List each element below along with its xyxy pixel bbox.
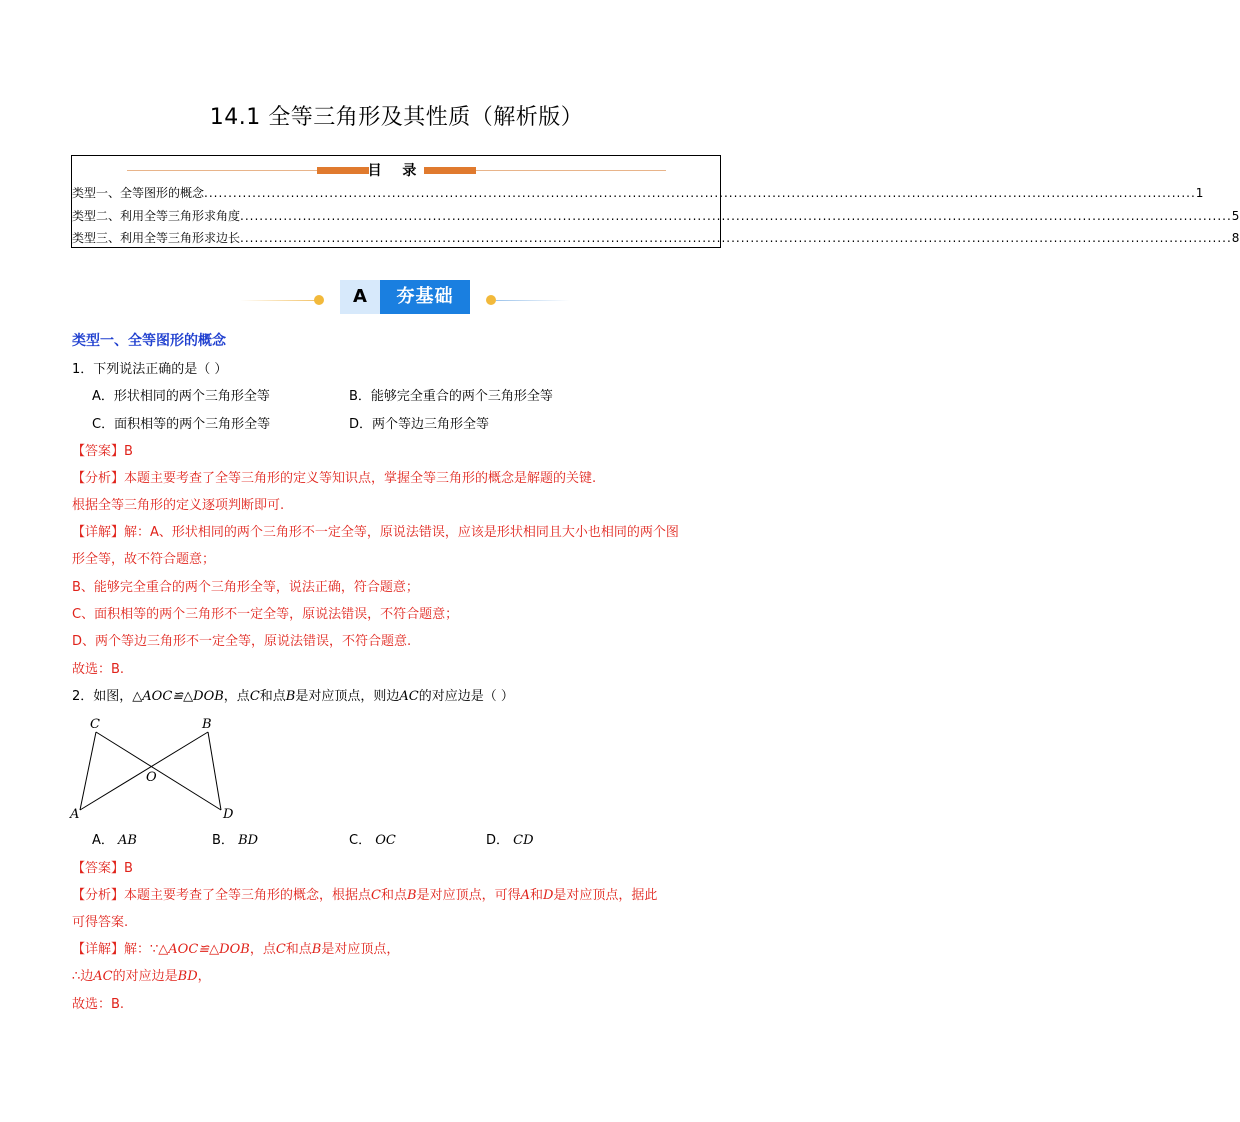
segment-cd — [96, 732, 221, 810]
q1-detail-4: C、面积相等的两个三角形不一定全等，原说法错误，不符合题意； — [72, 607, 459, 622]
q1-detail-3: B、能够完全重合的两个三角形全等，说法正确，符合题意； — [72, 580, 419, 595]
toc-entry[interactable] — [72, 184, 1204, 202]
table-of-contents — [71, 155, 1240, 248]
label-d: D — [223, 807, 234, 822]
segment-ca — [80, 732, 96, 810]
q1-option-b: B．能够完全重合的两个三角形全等 — [349, 389, 553, 404]
toc-entry[interactable] — [72, 229, 1240, 247]
toc-entry-page: 1 — [1195, 186, 1204, 200]
badge-line-left — [240, 300, 315, 301]
q1-option-c: C．面积相等的两个三角形全等 — [92, 417, 271, 432]
badge-pill — [340, 280, 470, 314]
toc-heading: 目 录 — [367, 163, 425, 179]
badge-line-right — [496, 300, 570, 301]
answer-tag: 【答案】 — [72, 444, 125, 459]
badge-dot-right — [486, 295, 496, 305]
q1-detail-5: D、两个等边三角形不一定全等，原说法错误，不符合题意. — [72, 634, 412, 649]
page-title: 14.1 全等三角形及其性质（解析版） — [209, 105, 584, 130]
toc-header — [72, 158, 720, 180]
q1-option-d: D．两个等边三角形全等 — [349, 417, 490, 432]
q2-analysis: 【分析】本题主要考查了全等三角形的概念，根据点C和点B是对应顶点，可得A和D是对应顶点，据此 — [72, 888, 658, 903]
segment-bd — [208, 732, 221, 810]
label-c: C — [90, 717, 100, 732]
q2-stem: 2．如图，△AOC≌△DOB，点C和点B是对应顶点，则边AC的对应边是（ ） — [72, 689, 514, 704]
detail-text: 解：A、形状相同的两个三角形不一定全等，原说法错误，应该是形状相同且大小也相同的两个图 — [124, 525, 679, 540]
answer-value: B — [124, 444, 133, 459]
analysis-tag: 【分析】 — [72, 471, 125, 486]
q2-analysis-2: 可得答案. — [72, 915, 129, 930]
badge-dot-left — [314, 295, 324, 305]
q1-option-a: A．形状相同的两个三角形全等 — [92, 389, 270, 404]
toc-entry-page: 5 — [1231, 209, 1240, 223]
q1-detail-1 — [72, 524, 679, 542]
toc-entry-page: 8 — [1231, 231, 1240, 245]
section-badge — [230, 278, 570, 318]
toc-entry-label: 类型二、利用全等三角形求角度 — [72, 209, 241, 223]
q1-stem: 1．下列说法正确的是（ ） — [72, 362, 228, 377]
badge-label: 夯基础 — [380, 280, 470, 314]
toc-entry[interactable] — [72, 207, 1240, 225]
q2-conclusion: 故选：B. — [72, 997, 125, 1012]
label-a: A — [70, 807, 80, 822]
analysis-text: 本题主要考查了全等三角形的定义等知识点，掌握全等三角形的概念是解题的关键. — [124, 471, 597, 486]
segment-ba — [80, 732, 208, 810]
toc-leader: .............................................................................................................................................................................................................. — [240, 231, 1232, 245]
toc-entry-label: 类型一、全等图形的概念 — [72, 186, 205, 200]
label-o: O — [146, 770, 157, 785]
q1-detail-2: 形全等，故不符合题意； — [72, 552, 216, 567]
q2-option-d: D． CD — [486, 833, 534, 848]
q2-option-b: B． BD — [212, 833, 259, 848]
badge-letter: A — [340, 280, 380, 314]
q2-detail-1: 【详解】解：∵△AOC≌△DOB，点C和点B是对应顶点， — [72, 942, 400, 957]
q1-conclusion: 故选：B. — [72, 662, 125, 677]
label-b: B — [202, 717, 212, 732]
q2-detail-2: ∴边AC的对应边是BD， — [72, 969, 211, 984]
q1-answer — [72, 443, 133, 461]
q1-analysis — [72, 470, 596, 488]
q2-answer: 【答案】B — [72, 861, 133, 876]
q1-analysis-2: 根据全等三角形的定义逐项判断即可. — [72, 498, 285, 513]
q2-option-c: C． OC — [349, 833, 396, 848]
toc-leader: .............................................................................................................................................................................................................. — [204, 186, 1196, 200]
section-heading: 类型一、全等图形的概念 — [72, 333, 226, 349]
q2-option-a: A． AB — [92, 833, 137, 848]
q2-figure — [66, 712, 246, 822]
detail-tag: 【详解】 — [72, 525, 125, 540]
toc-leader: .............................................................................................................................................................................................................. — [240, 209, 1232, 223]
toc-entry-label: 类型三、利用全等三角形求边长 — [72, 231, 241, 245]
